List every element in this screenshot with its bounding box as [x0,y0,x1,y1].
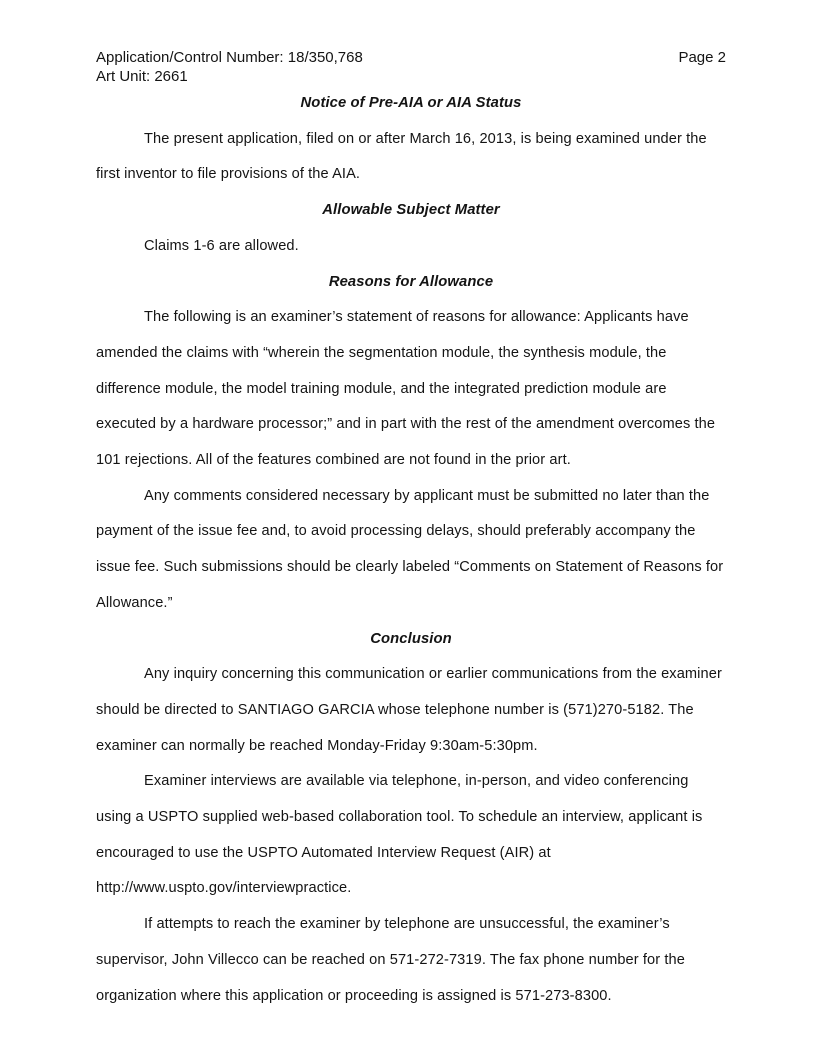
header-row [96,48,726,67]
application-control-number: Application/Control Number: 18/350,768 [96,49,363,66]
paragraph: Claims 1-6 are allowed. [144,237,299,254]
paragraph: Any inquiry concerning this communication or earlier communications from the examiner should be directed to SANTIAGO GARCIA whose telephone number is (571)270-5182. The examiner can normally be reached Monday-Friday 9:30am-5:30pm. [96,666,722,754]
paragraph: Examiner interviews are available via telephone, in-person, and video conferencing using a USPTO supplied web-based collaboration tool. To schedule an interview, applicant is encouraged to use the USPTO Automated Interview Request (AIR) at http://www.uspto.gov/interviewpractice. [96,773,703,897]
section-heading: Reasons for Allowance [328,273,494,290]
document-body [96,86,726,1014]
document-header [96,48,726,86]
section-reasons-for-allowance [96,265,726,622]
paragraph: Any comments considered necessary by applicant must be submitted no later than the payment of the issue fee and, to avoid processing delays, should preferably accompany the issue fee. Such submissions should be clearly labeled “Comments on Statement of Reasons for Allowance.” [96,487,724,611]
section-heading: Allowable Subject Matter [322,202,500,219]
section-heading: Conclusion [370,630,452,647]
section-notice-status [96,86,726,193]
paragraph: The following is an examiner’s statement of reasons for allowance: Applicants have amended the claims with “wherein the segmentation module, the synthesis module, the difference module, the model training module, and the integrated prediction module are executed by a hardware processor;” and in part with the rest of the amendment overcomes the 101 rejections. All of the features combined are not found in the prior art. [96,309,716,469]
section-conclusion [96,622,726,1015]
art-unit: Art Unit: 2661 [96,68,188,85]
paragraph: The present application, filed on or after March 16, 2013, is being examined under the first inventor to file provisions of the AIA. [96,130,707,183]
section-heading: Notice of Pre-AIA or AIA Status [300,95,522,111]
section-allowable-subject-matter [96,193,726,264]
paragraph: If attempts to reach the examiner by telephone are unsuccessful, the examiner’s supervisor, John Villecco can be reached on 571-272-7319. The fax phone number for the organization where this application or proceeding is assigned is 571-273-8300. [96,916,685,1004]
page-number: Page 2 [678,49,726,66]
